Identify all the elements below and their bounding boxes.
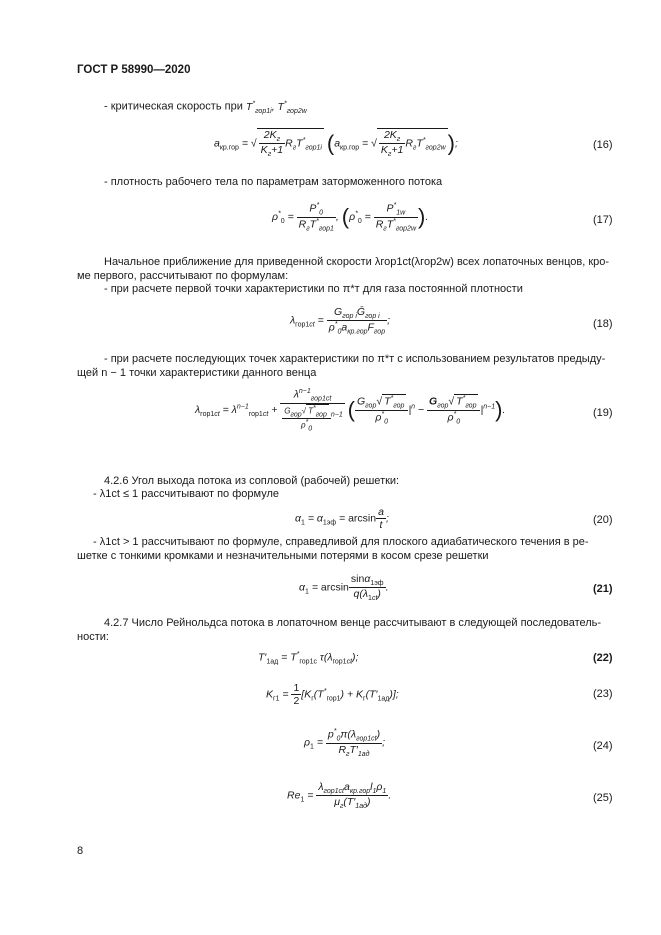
text-critical-speed [104, 97, 307, 118]
text-critical-speed-label: - критическая скорость при [104, 100, 243, 113]
eq-number-16: (16) [593, 139, 613, 151]
eq-number-25: (25) [593, 792, 613, 804]
eq-number-24: (24) [593, 740, 613, 752]
text-section-4-2-7-line1: 4.2.7 Число Рейнольдса потока в лопаточном венце рассчитывают в следующей последователь- [104, 617, 602, 629]
text-section-4-2-7-line2: ности: [77, 631, 109, 643]
equation-24: $\rho_1$ = $\frac{p^*_0\pi(\lambda_{гор1ct})}{R_гT'_{1ад}}$ ; [304, 728, 386, 758]
text-initial-line2: ме первого, рассчитывают по формулам: [77, 270, 289, 282]
text-density: - плотность рабочего тела по параметрам заторможенного потока [104, 176, 443, 188]
equation-25: $Re_1$ = $\frac{\lambda_{гор1ct}a_{кр.гор}l_1\rho_1}{\mu_г(T'_{1ад})}$ . [287, 781, 392, 811]
eq-number-19: (19) [593, 407, 613, 419]
text-first-point: - при расчете первой точки характеристики по π*т для газа постоянной плотности [104, 283, 523, 295]
eq-number-18: (18) [593, 318, 613, 330]
equation-21: $\alpha_1 = \arcsin$ $\frac{\sin\alpha_{1эф}}{q(\lambda_{1ct})}$ . [299, 573, 389, 603]
equation-16: $a_{кр.гор}$ = √ $\frac{2K_г}{K_г+1}$ $R_гT^*_{гор1i}$ ($a_{кр.гор}$ = √ $\frac{2K_г}{K_г+1}$ $R_гT^*_{гор2w}$); [214, 129, 458, 159]
eq-number-23: (23) [593, 688, 613, 700]
text-le1: - λ1ct ≤ 1 рассчитывают по формуле [93, 488, 279, 500]
document-id: ГОСТ Р 58990—2020 [77, 64, 191, 76]
text-initial-line1: Начальное приближение для приведенной скорости λгор1ct(λгор2w) всех лопаточных венцов, кро- [104, 256, 610, 268]
eq-number-22: (22) [593, 652, 613, 664]
equation-18: $\lambda_{гор1ct}$ = $\frac{G_{гор i}Ḡ_{гор i}}{\rho^*_0a_{кр.гор}F_{гор}}$ ; [290, 306, 391, 336]
text-gt1-line1: - λ1ct > 1 рассчитывают по формуле, справедливой для плоского адиабатического течения в ре- [93, 536, 589, 548]
page-number: 8 [77, 845, 84, 857]
eq-number-17: (17) [593, 214, 613, 226]
equation-22: $T'_{1ад} = T^*_{гор1с}$ $\tau(\lambda_{гор1ct})$; [258, 651, 359, 666]
text-section-4-2-6: 4.2.6 Угол выхода потока из сопловой (рабочей) решетки: [104, 475, 400, 487]
equation-19: $\lambda_{гор1ct} = \lambda^{n-1}_{гор1ct}$ + $\lambda^{n-1}_{гор1ct}$ $\frac{G_{гор}√ T^*_{гор}}{\rho^*_0}$ $^{n-1}$ ( $\frac{G_{гор}√ T^*_{гор}}{\rho^*_0}$ $|^n$ − $\frac{G_{гор}√ T^*_{гор}}{\rho^*_0}$ $|^{n-1}$). [195, 388, 506, 433]
text-next-points-line2: щей n − 1 точки характеристики данного венца [77, 367, 317, 379]
text-next-points-line1: - при расчете последующих точек характеристики по π*т с использованием результатов предыду- [104, 353, 606, 365]
crit-speed-args: $T^*_{гор1i}$, $T^*_{гор2w}$ [245, 100, 307, 115]
equation-23: $K_{г1}$ = $\frac{1}{2}$ $[K_г(T^*_{гор1}) + K_г(T'_{1ад})]$; [266, 682, 399, 707]
text-gt1-line2: шетке с тонкими кромками и незначительными потерями в косом срезе решетки [77, 550, 489, 562]
equation-20: $\alpha_1 = \alpha_{1эф} = \arcsin$ $\frac{a}{t}$ ; [295, 506, 389, 531]
eq-number-20: (20) [593, 514, 613, 526]
eq-number-21: (21) [593, 583, 613, 595]
equation-17: $\rho^*_0$ = $\frac{P^*_0}{R_гT^*_{гор1}}$ , ($\rho^*_0$ = $\frac{P^*_{1w}}{R_гT^*_{гор2w}}$ ). [272, 202, 429, 233]
